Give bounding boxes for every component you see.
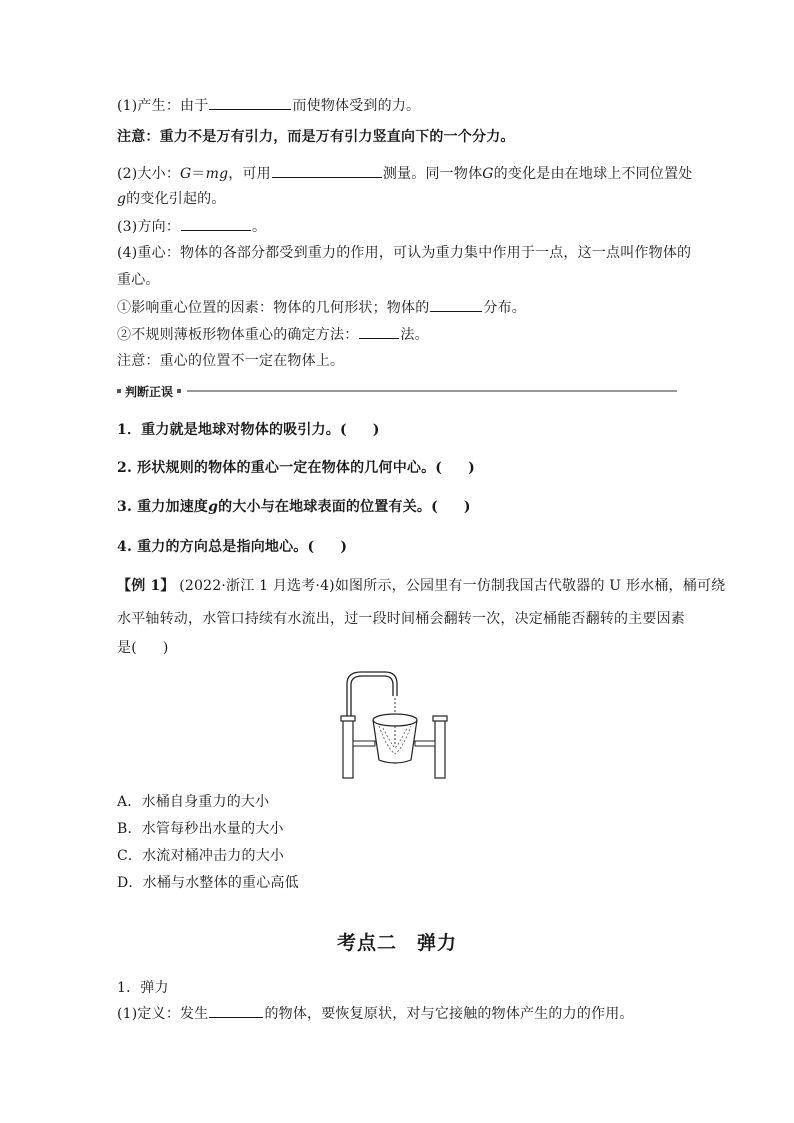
fill-blank[interactable]	[430, 297, 482, 312]
paragraph-magnitude	[117, 163, 692, 184]
bucket-rim	[373, 714, 417, 726]
note-gravity: 注意：重力不是万有引力，而是万有引力竖直向下的一个分力。	[117, 129, 515, 145]
definition-suffix: 的物体，要恢复原状，对与它接触的物体产生的力的作用。	[264, 1006, 634, 1022]
paren-close: )	[463, 499, 471, 515]
paren-close: )	[340, 539, 348, 555]
paren-close: )	[162, 640, 169, 656]
judge-item-2	[117, 458, 475, 478]
factors-suffix: 分布。	[483, 300, 527, 316]
factors-prefix: ①影响重心位置的因素：物体的几何形状；物体的	[117, 300, 430, 316]
paragraph-method	[117, 324, 429, 345]
left-axle	[353, 741, 375, 746]
formula-g: G	[180, 166, 192, 182]
direction-prefix: (3)方向：	[117, 219, 181, 235]
example-text-1: (2022·浙江 1 月选考·4)如图所示，公园里有一仿制我国古代敬器的 U 形水桶，桶可绕	[174, 578, 726, 594]
fill-blank[interactable]	[209, 95, 291, 110]
magnitude-after: ，可用	[228, 166, 271, 182]
judge-item-4	[117, 537, 347, 557]
judge-q3-suffix: 的大小与在地球表面的位置有关。(	[218, 499, 438, 515]
pipe-inner	[351, 676, 393, 716]
section-heading: 考点二 弹力	[336, 932, 457, 954]
production-suffix: 而使物体受到的力。	[292, 98, 421, 114]
direction-suffix: 。	[252, 219, 267, 235]
option-b[interactable]: B．水管每秒出水量的大小	[117, 821, 284, 837]
bullet-square-icon	[117, 389, 121, 393]
example-label: 【例 1】	[117, 578, 175, 594]
option-a[interactable]: A．水桶自身重力的大小	[117, 794, 270, 810]
judge-q3-prefix: 3. 重力加速度	[117, 499, 209, 515]
right-post	[435, 720, 445, 778]
paragraph-factors	[117, 297, 526, 318]
var-g: G	[482, 166, 494, 182]
divider-line	[187, 390, 677, 392]
paragraph-center-of-gravity: (4)重心：物体的各部分都受到重力的作用，可认为重力集中作用于一点，这一点叫作物体的	[117, 245, 692, 261]
pipe-outer	[347, 672, 397, 716]
example-line-3	[117, 638, 169, 658]
fill-blank[interactable]	[359, 324, 399, 339]
var-g-small: g	[117, 191, 127, 207]
magnitude-suffix-a: 测量。同一物体	[382, 166, 483, 182]
elastic-item-title: 1．弹力	[117, 980, 169, 996]
formula-equals: ＝	[191, 166, 206, 182]
judge-title: 判断正误	[125, 384, 174, 399]
paren-close: )	[468, 460, 475, 476]
example-line-2: 水平轴转动，水管口持续有水流出，过一段时间桶会翻转一次，决定桶能否翻转的主要因素	[117, 611, 685, 627]
example-text-3: 是(	[117, 640, 137, 656]
production-prefix: (1)产生：由于	[117, 98, 209, 114]
method-prefix: ②不规则薄板形物体重心的确定方法：	[117, 327, 359, 343]
var-g: g	[208, 499, 219, 515]
judge-q4-text: 4. 重力的方向总是指向地心。(	[117, 539, 315, 555]
magnitude-line2: 的变化引起的。	[126, 191, 226, 207]
fill-blank[interactable]	[181, 216, 251, 231]
option-c[interactable]: C．水流对桶冲击力的大小	[117, 848, 285, 864]
example-line-1	[117, 576, 725, 596]
left-post-cap	[341, 716, 355, 721]
bucket-figure	[335, 668, 455, 780]
method-suffix: 法。	[400, 327, 429, 343]
note-center: 注意：重心的位置不一定在物体上。	[117, 353, 345, 369]
bullet-square-icon	[177, 389, 181, 393]
fill-blank[interactable]	[209, 1003, 263, 1018]
paragraph-magnitude-cont	[117, 189, 226, 209]
right-post-cap	[433, 716, 447, 721]
paragraph-direction	[117, 216, 266, 237]
formula-mg: mg	[205, 166, 229, 182]
judge-item-3	[117, 497, 471, 517]
judge-section-bar	[117, 383, 677, 399]
right-axle	[415, 741, 435, 746]
option-d[interactable]: D．水桶与水整体的重心高低	[117, 875, 299, 891]
elastic-definition	[117, 1003, 634, 1024]
judge-q2-text: 2. 形状规则的物体的重心一定在物体的几何中心。(	[117, 460, 443, 476]
paragraph-center-of-gravity-cont: 重心。	[117, 272, 160, 288]
magnitude-prefix: (2)大小：	[117, 166, 181, 182]
judge-q1-text: 1．重力就是地球对物体的吸引力。(	[117, 422, 347, 438]
definition-prefix: (1)定义：发生	[117, 1006, 209, 1022]
paren-close: )	[372, 422, 380, 438]
magnitude-suffix-b: 的变化是由在地球上不同位置处	[493, 166, 693, 182]
fill-blank[interactable]	[272, 163, 382, 178]
left-post	[343, 720, 353, 778]
judge-item-1	[117, 420, 380, 440]
paragraph-production	[117, 95, 420, 116]
